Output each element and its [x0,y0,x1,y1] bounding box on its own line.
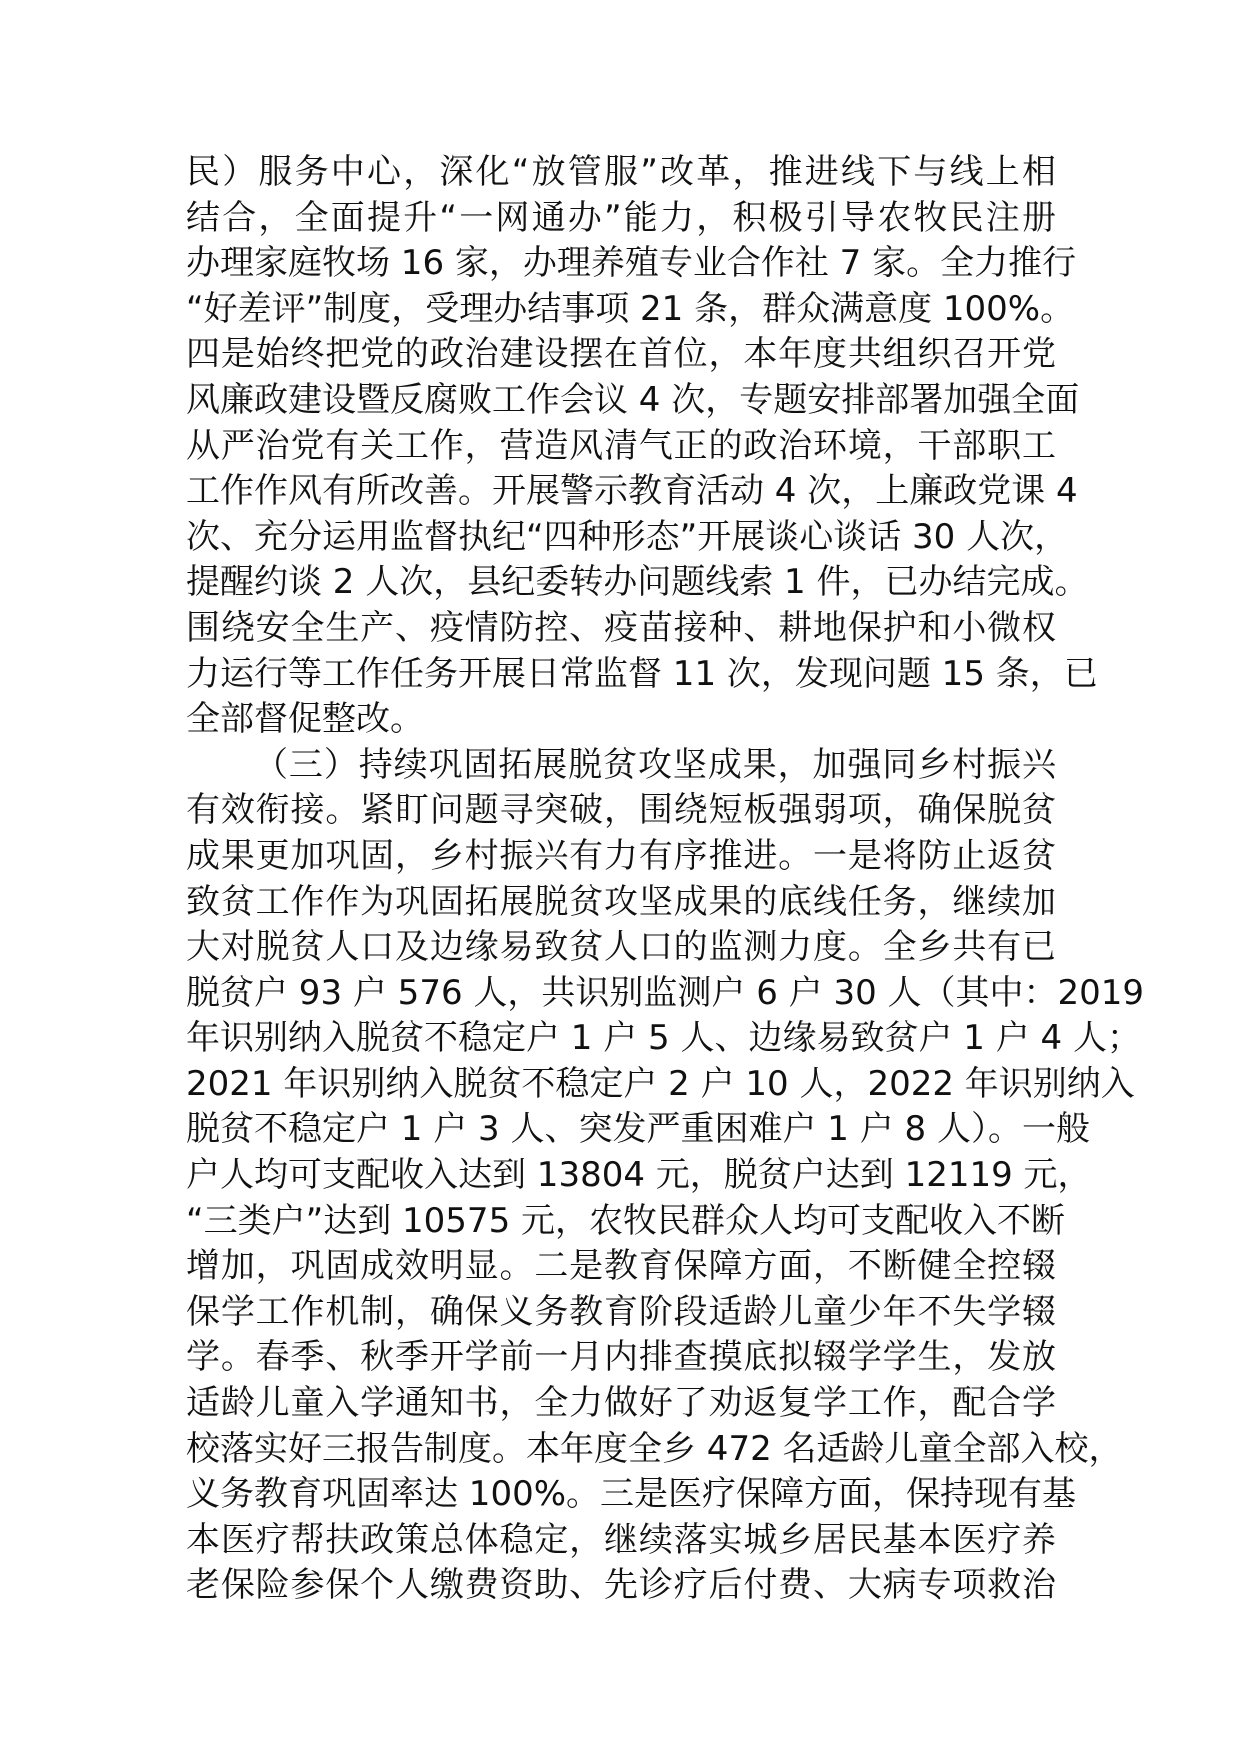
text-line: 脱贫户 93 户 576 人，共识别监测户 6 户 30 人（其中：2019 [186,972,1145,1013]
text-line: 大对脱贫人口及边缘易致贫人口的监测力度。全乡共有已 [186,927,1056,968]
text-line: 围绕安全生产、疫情防控、疫苗接种、耕地保护和小微权 [186,607,1056,648]
text-line: 老保险参保个人缴费资助、先诊疗后付费、大病专项救治 [186,1565,1056,1606]
text-line: 风廉政建设暨反腐败工作会议 4 次，专题安排部署加强全面 [186,379,1080,420]
text-line: 义务教育巩固率达 100%。三是医疗保障方面，保持现有基 [186,1474,1077,1515]
text-line: 年识别纳入脱贫不稳定户 1 户 5 人、边缘易致贫户 1 户 4 人； [186,1018,1141,1059]
text-line: 结合，全面提升“一网通办”能力，积极引导农牧民注册 [186,197,1056,238]
text-line: 办理家庭牧场 16 家，办理养殖专业合作社 7 家。全力推行 [186,243,1077,284]
text-line: 本医疗帮扶政策总体稳定，继续落实城乡居民基本医疗养 [186,1519,1056,1560]
text-line: 次、充分运用监督执纪“四种形态”开展谈心谈话 30 人次， [186,516,1069,557]
text-line: 户人均可支配收入达到 13804 元，脱贫户达到 12119 元， [186,1155,1092,1196]
text-line: 民）服务中心，深化“放管服”改革，推进线下与线上相 [186,152,1056,192]
text-line: “好差评”制度，受理办结事项 21 条，群众满意度 100%。 [186,288,1075,329]
text-line: 2021 年识别纳入脱贫不稳定户 2 户 10 人，2022 年识别纳入 [186,1063,1135,1104]
text-line: 有效衔接。紧盯问题寻突破，围绕短板强弱项，确保脱贫 [186,790,1056,831]
text-line: 脱贫不稳定户 1 户 3 人、突发严重困难户 1 户 8 人）。一般 [186,1109,1090,1150]
body-text [186,150,1145,1609]
text-line: “三类户”达到 10575 元，农牧民群众人均可支配收入不断 [186,1200,1066,1241]
text-line: 保学工作机制，确保义务教育阶段适龄儿童少年不失学辍 [186,1291,1056,1332]
text-line: 成果更加巩固，乡村振兴有力有序推进。一是将防止返贫 [186,835,1056,876]
text-line: 从严治党有关工作，营造风清气正的政治环境，干部职工 [186,425,1056,466]
text-line: 提醒约谈 2 人次，县纪委转办问题线索 1 件，已办结完成。 [186,562,1089,603]
text-line: 全部督促整改。 [186,699,424,740]
section-heading-line: （三）持续巩固拓展脱贫攻坚成果，加强同乡村振兴 [254,744,1056,785]
text-line: 学。春季、秋季开学前一月内排查摸底拟辍学学生，发放 [186,1337,1056,1378]
text-line: 适龄儿童入学通知书，全力做好了劝返复学工作，配合学 [186,1383,1056,1424]
text-line: 四是始终把党的政治建设摆在首位，本年度共组织召开党 [186,334,1056,375]
text-line: 力运行等工作任务开展日常监督 11 次，发现问题 15 条，已 [186,653,1098,694]
text-line: 增加，巩固成效明显。二是教育保障方面，不断健全控辍 [186,1246,1056,1287]
text-line: 工作作风有所改善。开展警示教育活动 4 次，上廉政党课 4 [186,471,1078,512]
text-line: 校落实好三报告制度。本年度全乡 472 名适龄儿童全部入校， [186,1428,1123,1469]
text-line: 致贫工作作为巩固拓展脱贫攻坚成果的底线任务，继续加 [186,881,1056,922]
